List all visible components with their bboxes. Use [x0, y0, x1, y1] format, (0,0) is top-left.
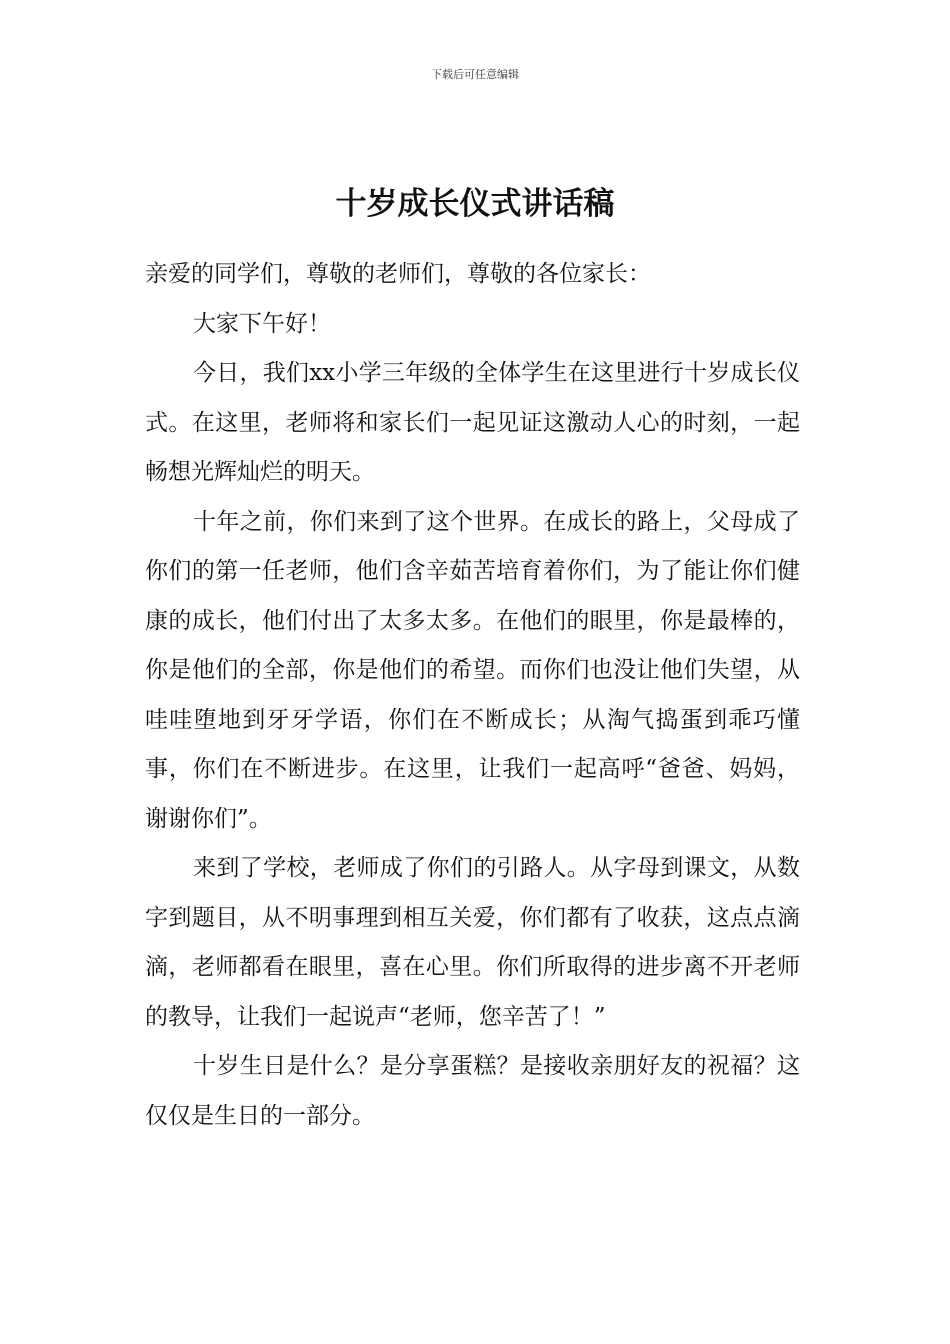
paragraph-birthday-meaning: 十岁生日是什么？是分享蛋糕？是接收亲朋好友的祝福？这仅仅是生日的一部分。 — [145, 1053, 800, 1129]
paragraph-teachers: 来到了学校，老师成了你们的引路人。从字母到课文，从数字到题目，从不明事理到相互关爱，你们都有了收获，这点点滴滴，老师都看在眼里，喜在心里。你们所取得的进步离不开老师的教导，让我们一起说声“老师，您辛苦了！” — [145, 855, 800, 1030]
speech-body — [145, 250, 800, 1141]
salutation: 亲爱的同学们，尊敬的老师们，尊敬的各位家长： — [145, 261, 651, 287]
document-title: 十岁成长仪式讲话稿 — [335, 186, 615, 222]
paragraph-parents: 十年之前，你们来到了这个世界。在成长的路上，父母成了你们的第一任老师，他们含辛茹苦培育着你们，为了能让你们健康的成长，他们付出了太多太多。在他们的眼里，你是最棒的，你是他们的全部，你是他们的希望。而你们也没让他们失望，从哇哇堕地到牙牙学语，你们在不断成长；从淘气捣蛋到乖巧懂事，你们在不断进步。在这里，让我们一起高呼“爸爸、妈妈，谢谢你们”。 — [145, 508, 800, 832]
paragraph-ceremony-intro: 今日，我们xx小学三年级的全体学生在这里进行十岁成长仪式。在这里，老师将和家长们一起见证这激动人心的时刻，一起畅想光辉灿烂的明天。 — [145, 360, 800, 485]
page-header-note: 下载后可任意编辑 — [431, 68, 519, 81]
paragraph-greeting: 大家下午好！ — [193, 310, 331, 337]
